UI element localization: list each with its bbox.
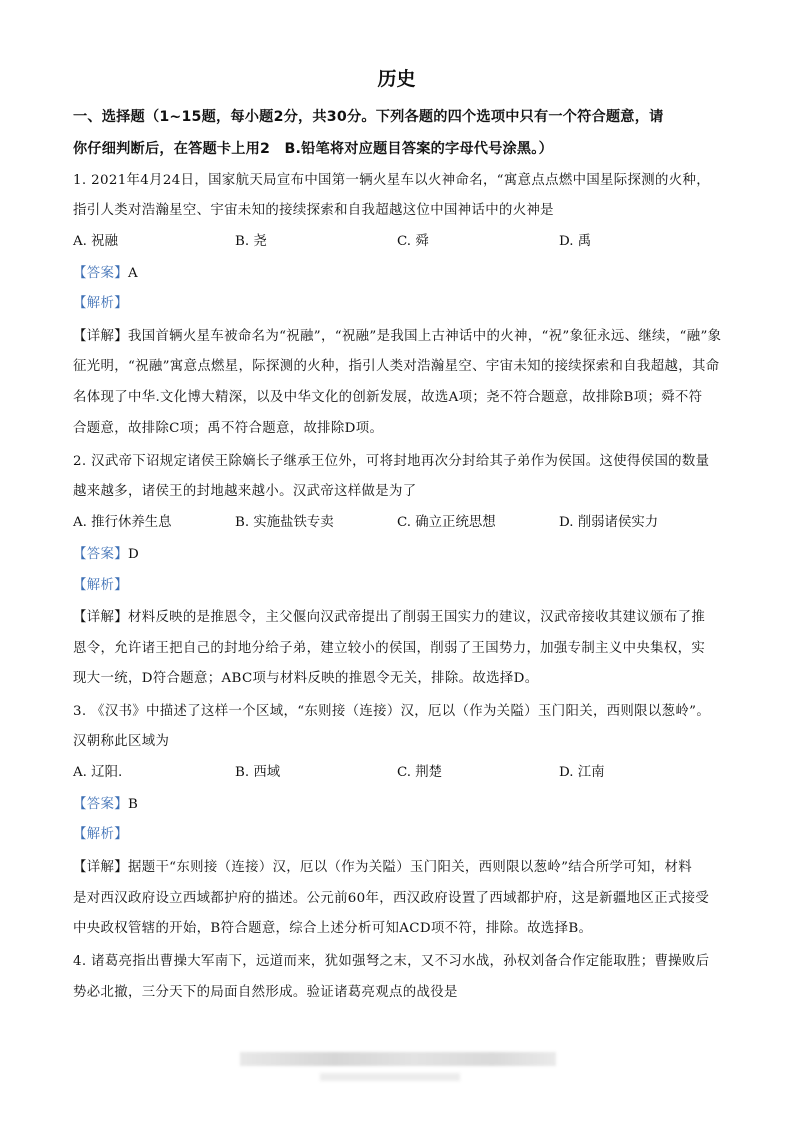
q1-detail-line-2: 征光明，“祝融”寓意点燃星，际探测的火种，指引人类对浩瀚星空、宇宙未知的接续探索和自我超越，其命 [73, 359, 720, 374]
q2-detail-line-2: 恩令，允许诸王把自己的封地分给子弟，建立较小的侯国，削弱了王国势力，加强专制主义中央集权，实 [73, 641, 706, 656]
answer-label: 【答案】 [73, 797, 128, 812]
q2-option-d: D. 削弱诸侯实力 [559, 515, 659, 530]
q2-option-b: B. 实施盐铁专卖 [235, 515, 334, 530]
q3-option-a: A. 辽阳. [73, 765, 123, 780]
q3-detail-line-2: 是对西汉政府设立西域都护府的描述。公元前60年，西汉政府设置了西域都护府，这是新疆地区正式接受 [73, 891, 710, 906]
q1-stem-line-1: 1. 2021年4月24日，国家航天局宣布中国第一辆火星车以火神命名，“寓意点点燃中国星际探测的火种， [73, 173, 710, 188]
q2-stem-line-1: 2. 汉武帝下诏规定诸侯王除嫡长子继承王位外，可将封地再次分封给其子弟作为侯国。这使得侯国的数量 [73, 454, 710, 469]
q2-option-a: A. 推行休养生息 [73, 515, 172, 530]
answer-value: D [127, 547, 140, 562]
q3-answer [73, 796, 725, 814]
q2-analysis-label: 【解析】 [73, 578, 128, 593]
q4-stem-line-1: 4. 诸葛亮指出曹操大军南下，远道而来，犹如强弩之末，又不习水战，孙权刘备合作定能取胜；曹操败后 [73, 954, 710, 969]
q1-option-a: A. 祝融 [73, 234, 118, 249]
q1-detail-line-1: 【详解】我国首辆火星车被命名为“祝融”，“祝融”是我国上古神话中的火神，“祝”象征永远、继续，“融”象 [73, 329, 722, 344]
answer-value: A [127, 266, 138, 281]
q2-detail-line-1: 【详解】材料反映的是推恩令，主父偃向汉武帝提出了削弱王国实力的建议，汉武帝接收其建议颁布了推 [73, 610, 706, 625]
q1-detail-line-3: 名体现了中华.文化博大精深，以及中华文化的创新发展，故选A项；尧不符合题意，故排除B项；舜不符 [73, 390, 703, 405]
section-heading-line-2: 你仔细判断后，在答题卡上用2 B.铅笔将对应题目答案的字母代号涂黑。） [73, 141, 553, 157]
q2-option-c: C. 确立正统思想 [397, 515, 496, 530]
q1-option-b: B. 尧 [235, 234, 267, 249]
q1-option-c: C. 舜 [397, 234, 429, 249]
q2-options [73, 514, 725, 532]
q3-analysis-label: 【解析】 [73, 827, 128, 842]
q3-detail-line-3: 中央政权管辖的开始，B符合题意，综合上述分析可知ACD项不符，排除。故选择B。 [73, 921, 593, 936]
q1-options [73, 233, 725, 251]
q1-analysis-label: 【解析】 [73, 296, 128, 311]
q3-detail-line-1: 【详解】据题干“东则接（连接）汉，厄以（作为关隘）玉门阳关，西则限以葱岭”结合所学可知，材料 [73, 860, 692, 875]
q3-stem-line-1: 3. 《汉书》中描述了这样一个区域，“东则接（连接）汉，厄以（作为关隘）玉门阳关，西则限以葱岭”。 [73, 704, 711, 719]
q2-answer [73, 546, 725, 564]
q1-option-d: D. 禹 [559, 234, 592, 249]
q3-options [73, 764, 725, 782]
q3-option-c: C. 荆楚 [397, 765, 443, 780]
q1-detail-line-4: 合题意，故排除C项；禹不符合题意，故排除D项。 [73, 421, 384, 436]
page-title: 历史 [377, 68, 416, 90]
blurred-footer-watermark-2 [320, 1073, 460, 1081]
q4-stem-line-2: 势必北撤，三分天下的局面自然形成。验证诸葛亮观点的战役是 [73, 985, 458, 1000]
q1-answer [73, 265, 725, 283]
answer-label: 【答案】 [73, 266, 128, 281]
q2-detail-line-3: 现大一统，D符合题意；ABC项与材料反映的推恩令无关，排除。故选择D。 [73, 671, 539, 686]
answer-label: 【答案】 [73, 547, 128, 562]
blurred-footer-watermark [240, 1052, 556, 1066]
answer-value: B [127, 797, 139, 812]
q3-stem-line-2: 汉朝称此区域为 [73, 734, 170, 749]
q1-stem-line-2: 指引人类对浩瀚星空、宇宙未知的接续探索和自我超越这位中国神话中的火神是 [73, 203, 554, 218]
q3-option-d: D. 江南 [559, 765, 605, 780]
q3-option-b: B. 西域 [235, 765, 281, 780]
q2-stem-line-2: 越来越多，诸侯王的封地越来越小。汉武帝这样做是为了 [73, 484, 417, 499]
section-heading-line-1: 一、选择题（1~15题，每小题2分，共30分。下列各题的四个选项中只有一个符合题意，请 [73, 109, 664, 125]
